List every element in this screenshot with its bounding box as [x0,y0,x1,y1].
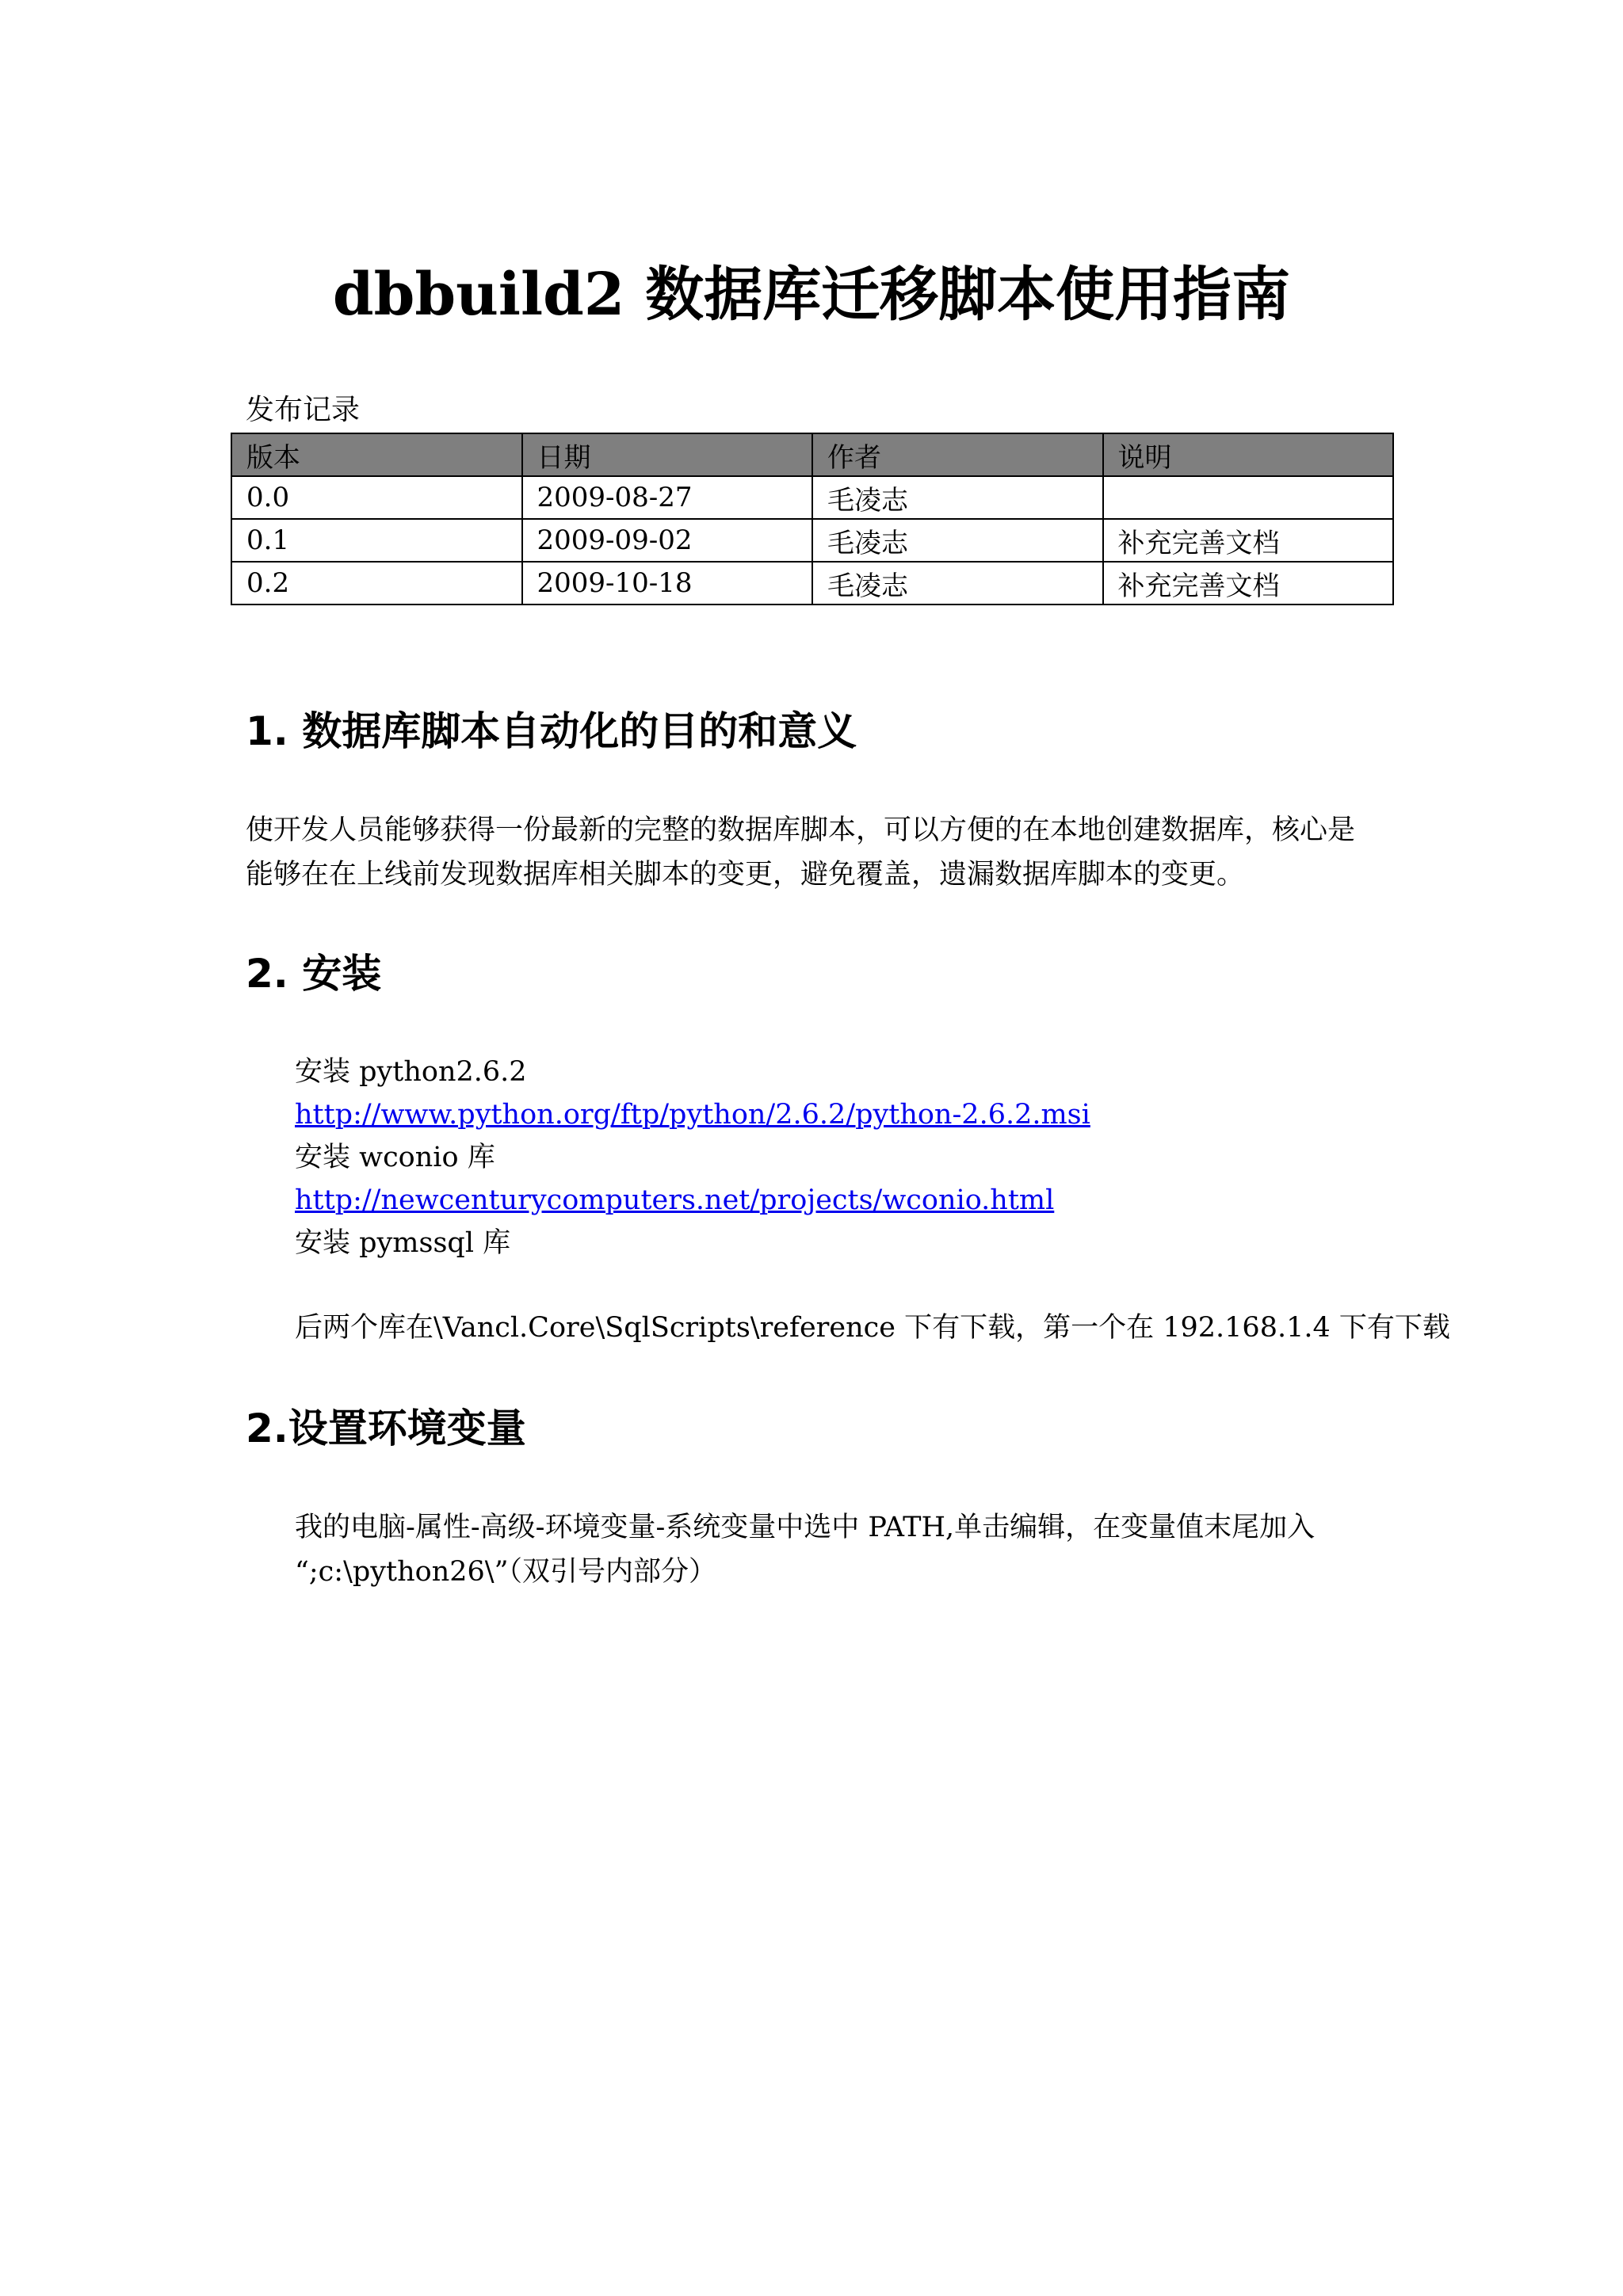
header-version: 版本 [231,433,522,476]
cell-description: 补充完善文档 [1103,562,1394,605]
table-row [231,476,1393,519]
python-download-link[interactable]: http://www.python.org/ftp/python/2.6.2/python-2.6.2.msi [295,1099,1090,1131]
env-paragraph [295,1505,1396,1594]
install-python-step: 安装 python2.6.2 [295,1056,527,1088]
cell-author: 毛凌志 [812,519,1103,562]
purpose-line-2: 能够在在上线前发现数据库相关脚本的变更，避免覆盖，遗漏数据库脚本的变更。 [246,859,1245,891]
header-date: 日期 [522,433,813,476]
document-title: dbbuild2 数据库迁移脚本使用指南 [332,261,1291,329]
cell-description: 补充完善文档 [1103,519,1394,562]
cell-version: 0.1 [231,519,522,562]
purpose-line-1: 使开发人员能够获得一份最新的完整的数据库脚本，可以方便的在本地创建数据库，核心是 [246,814,1356,846]
release-record-table [231,433,1394,605]
cell-description [1103,476,1394,519]
header-author: 作者 [812,433,1103,476]
cell-date: 2009-09-02 [522,519,813,562]
wconio-download-link[interactable]: http://newcenturycomputers.net/projects/wconio.html [295,1184,1055,1216]
section-heading-purpose: 1. 数据库脚本自动化的目的和意义 [246,708,857,754]
table-row [231,562,1393,605]
env-line-2: “;c:\python26\”（双引号内部分） [295,1556,716,1588]
install-wconio-step: 安装 wconio 库 [295,1142,495,1173]
install-steps [295,1051,1404,1264]
cell-date: 2009-08-27 [522,476,813,519]
cell-version: 0.0 [231,476,522,519]
section-heading-env: 2.设置环境变量 [246,1405,526,1451]
cell-version: 0.2 [231,562,522,605]
cell-date: 2009-10-18 [522,562,813,605]
table-header-row [231,433,1393,476]
section-heading-install: 2. 安装 [246,951,382,997]
purpose-paragraph [246,808,1395,897]
cell-author: 毛凌志 [812,562,1103,605]
download-location-note: 后两个库在\Vancl.Core\SqlScripts\reference 下有下载，第一个在 192.168.1.4 下有下载 [295,1312,1450,1344]
release-record-caption: 发布记录 [246,394,361,426]
install-pymssql-step: 安装 pymssql 库 [295,1227,511,1259]
env-line-1: 我的电脑-属性-高级-环境变量-系统变量中选中 PATH,单击编辑，在变量值末尾加入 [295,1512,1316,1543]
cell-author: 毛凌志 [812,476,1103,519]
table-row [231,519,1393,562]
header-description: 说明 [1103,433,1394,476]
